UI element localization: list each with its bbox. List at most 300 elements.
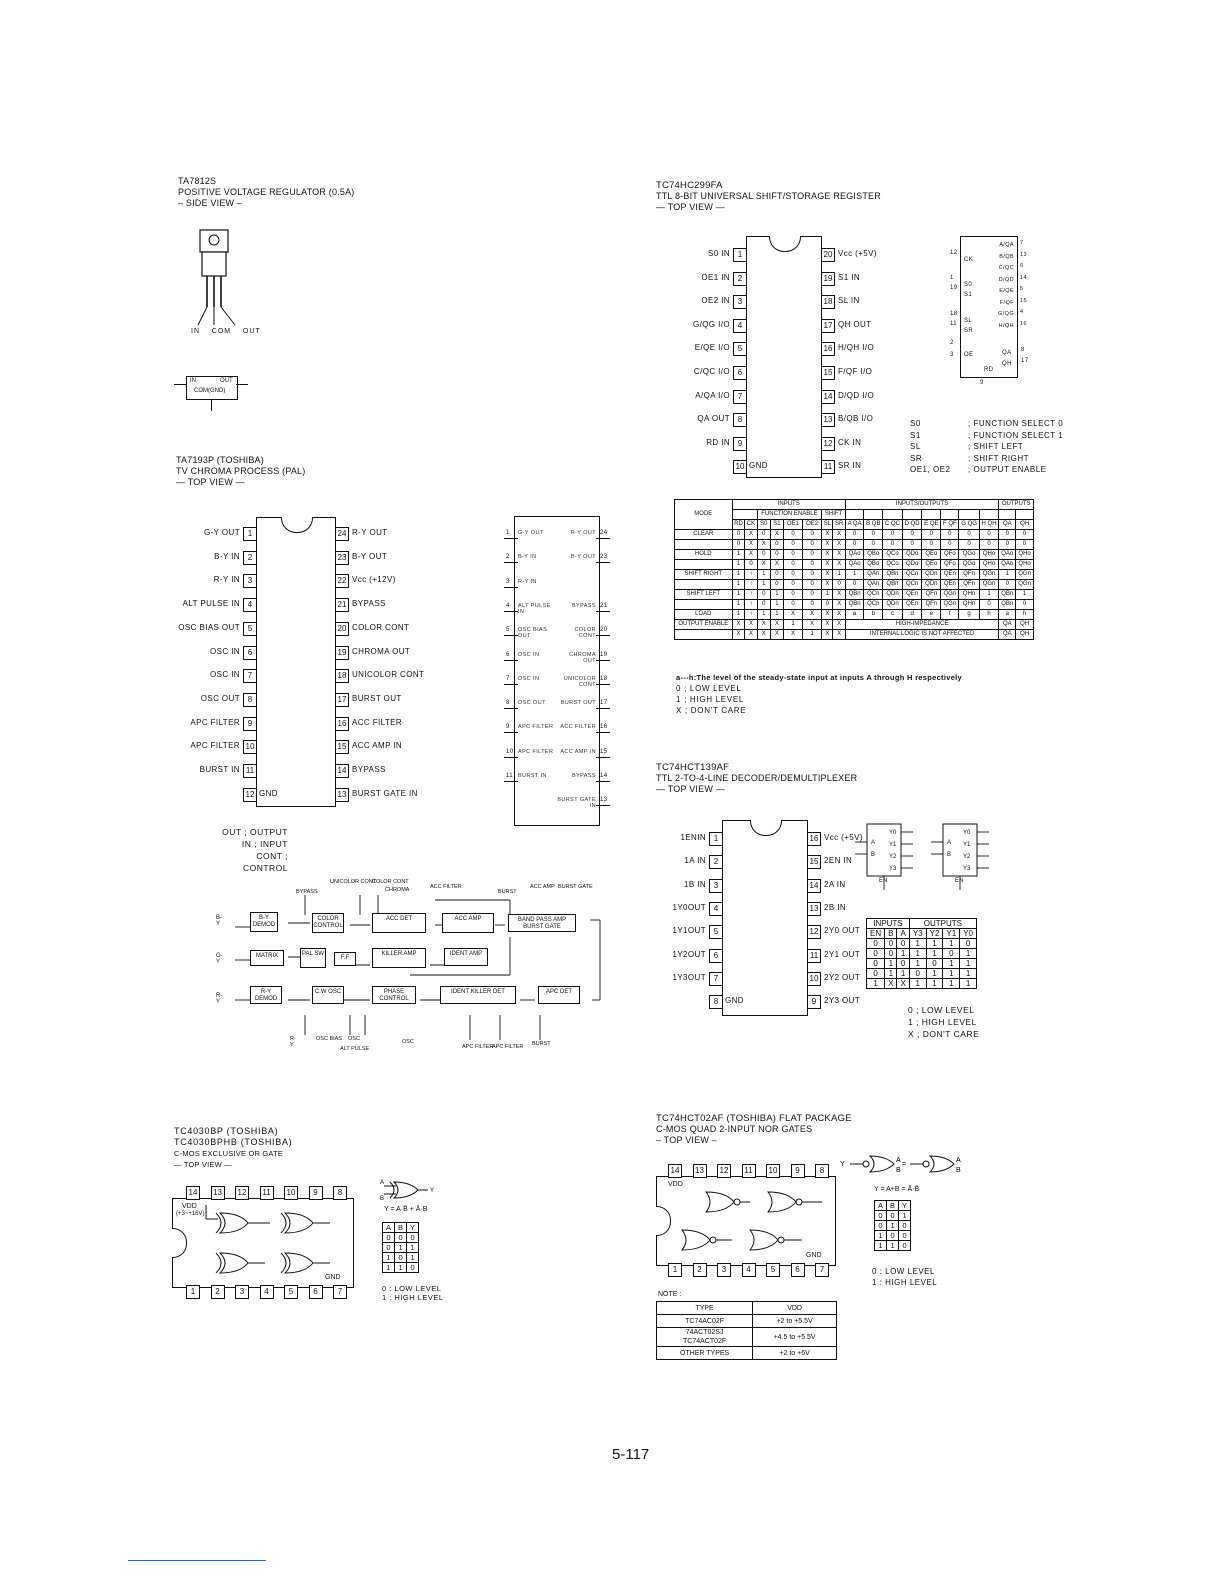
alt-left-line <box>504 732 518 733</box>
hc299-sym-inn-1: 1 <box>950 275 954 281</box>
alt-right-pin-15: 15 <box>600 748 608 755</box>
hc299-header-mode: MODE <box>675 500 733 530</box>
alt-right-line <box>596 562 610 563</box>
tc74hc299fa-pin-label-16: H/QH I/O <box>838 343 875 353</box>
table-cell: X <box>833 540 845 550</box>
hc299-col-5: OE2 <box>803 520 822 530</box>
hc299-level-1: 1 ; HIGH LEVEL <box>676 695 745 704</box>
table-cell: 1 <box>875 1231 887 1241</box>
alt-right-lbl-15: ACC AMP IN <box>560 748 596 755</box>
alt-left-lbl-6: OSC IN <box>518 651 540 658</box>
table-cell: QAn <box>864 580 883 590</box>
table-cell: OUTPUT ENABLE <box>675 620 733 630</box>
table-cell: QAn <box>864 570 883 580</box>
ta7193p-pin-label-1: G-Y OUT <box>204 528 240 537</box>
table-cell: 1 <box>395 1263 407 1273</box>
alt-right-lbl-14: BYPASS <box>571 773 596 779</box>
table-cell: 1 <box>897 949 909 959</box>
table-cell: QHn <box>959 590 979 600</box>
hc299-col-17: QH <box>1016 520 1034 530</box>
alt-right-line <box>596 732 610 733</box>
cd4030-pins-top-10: 10 <box>284 1186 298 1200</box>
alt-right-lbl-17: BURST OUT <box>560 700 596 707</box>
alt-right-pin-23: 23 <box>600 554 608 561</box>
table-cell: 1 <box>383 1263 395 1273</box>
table-cell: ↑ <box>745 590 757 600</box>
hct02-table-col-2: Y <box>899 1201 911 1211</box>
table-cell: QAo <box>999 550 1016 560</box>
hc299-col-8: A QA <box>845 520 864 530</box>
svg-text:=: = <box>902 1161 907 1168</box>
cd4030-pins-bot-1: 1 <box>186 1285 200 1299</box>
alt-left-line <box>504 757 518 758</box>
table-cell: X <box>822 630 833 640</box>
alt-left-lbl-8: OSC OUT <box>518 700 546 707</box>
alt-right-line <box>596 684 610 685</box>
svg-text:A: A <box>380 1180 385 1186</box>
hc299-sym-out-7: H/QH <box>998 322 1014 329</box>
hc299-level-0: 0 ; LOW LEVEL <box>676 684 742 693</box>
table-cell: 0 <box>803 570 822 580</box>
table-cell: 0 <box>1016 530 1034 540</box>
cd4030-table-col-1: B <box>395 1223 407 1233</box>
table-cell: 0 <box>770 540 783 550</box>
table-cell: X <box>745 540 757 550</box>
block-8: KILLER AMP <box>372 948 426 968</box>
table-cell: 1 <box>943 979 960 989</box>
tc4030bp-desc: C-MOS EXCLUSIVE OR GATE <box>174 1149 284 1158</box>
table-cell: 1 <box>926 939 943 949</box>
table-cell: QDo <box>902 550 922 560</box>
ta7193p-pin-22: 22 <box>335 574 349 588</box>
table-cell: 1 <box>897 969 909 979</box>
hct139-table-col-4: Y2 <box>926 929 943 939</box>
tc4030bp-gnd: GND <box>325 1274 341 1281</box>
table-row <box>675 550 1034 560</box>
table-cell: 0 <box>899 1231 911 1241</box>
svg-text:B: B <box>896 1167 901 1174</box>
hct139-legend <box>908 1004 979 1040</box>
table-cell: X <box>732 620 745 630</box>
table-cell: 1 <box>926 949 943 959</box>
hc299-col-1: CK <box>745 520 757 530</box>
tc74hct02af-vdd: VDD <box>668 1181 683 1188</box>
tc74hct139af-pin-label-14: 2A IN <box>824 879 846 889</box>
table-cell: QCn <box>864 600 883 610</box>
svg-text:Y1: Y1 <box>889 842 897 848</box>
table-row <box>383 1243 419 1253</box>
cd4030-pins-top-8: 8 <box>333 1186 347 1200</box>
table-cell: 1 <box>395 1243 407 1253</box>
table-cell: QDn <box>922 570 941 580</box>
table-cell: SHIFT LEFT <box>675 590 733 600</box>
table-cell: X <box>822 530 833 540</box>
svg-text:Y0: Y0 <box>963 830 971 836</box>
alt-left-lbl-4: ALT PULSE IN <box>518 602 551 615</box>
table-cell: 0 <box>803 590 822 600</box>
tc74hc299fa-pin-label-18: SL IN <box>838 296 860 306</box>
table-cell: QBo <box>864 550 883 560</box>
table-cell: h <box>979 610 999 620</box>
hc299-header-blank <box>845 510 864 520</box>
table-cell: 0 <box>897 959 909 969</box>
tc74hct139af-pin-label-2: 1A IN <box>684 856 706 866</box>
hc299-header-blank <box>1016 510 1034 520</box>
hc299-level-x: X ; DON'T CARE <box>676 706 747 715</box>
block-6: C.W OSC <box>312 986 344 1004</box>
ta7193p-pin-label-10: APC FILTER <box>190 741 240 751</box>
tc74hct139af-pin-label-1: 1ENIN <box>680 833 706 842</box>
ta7193p-pin-label-23: B-Y OUT <box>352 551 388 561</box>
table-cell: 1 <box>960 959 977 969</box>
tc4030bp-xor-symbol <box>380 1178 440 1208</box>
tc74hct139af-pin-6: 6 <box>709 949 723 963</box>
alt-right-pin-14: 14 <box>600 773 608 779</box>
tc74hc299fa-pin-label-5: E/QE I/O <box>694 343 730 353</box>
tc4030bp-truth-table <box>382 1222 419 1273</box>
table-cell: QH <box>1016 630 1034 640</box>
blk-lbl-colorcont: COLOR CONT <box>372 879 409 885</box>
table-cell: 1 <box>757 610 770 620</box>
table-cell: QBn <box>845 590 864 600</box>
table-cell: +4.5 to +5.5V <box>753 1328 837 1347</box>
tc74hc299fa-pin-8: 8 <box>733 413 747 427</box>
ta7193p-pin-7: 7 <box>243 669 257 683</box>
tc74hct139af-pin-1: 1 <box>709 832 723 846</box>
hct139-table-col-1: B <box>885 929 897 939</box>
tc74hct139af-pin-11: 11 <box>807 949 821 963</box>
tc74hct139af-pin-label-15: 2EN IN <box>824 856 853 866</box>
alt-right-line <box>596 611 610 612</box>
table-cell: 1 <box>732 550 745 560</box>
tc74hc299fa-header <box>656 180 881 213</box>
table-cell: QDn <box>883 590 903 600</box>
table-cell: QAo <box>845 550 864 560</box>
table-cell: X <box>822 550 833 560</box>
table-cell: 0 <box>803 550 822 560</box>
hct02-pins-bot-2: 2 <box>693 1263 707 1277</box>
ta7193p-pin-20: 20 <box>335 622 349 636</box>
table-row <box>875 1231 911 1241</box>
hc299-legend-val: ; FUNCTION SELECT 0 <box>968 419 1064 428</box>
hc299-sym-inn-6: 3 <box>950 352 954 358</box>
table-row <box>867 969 977 979</box>
ta7812s-pin-com: COM <box>211 328 232 335</box>
ta7193p-pin-label-17: BURST OUT <box>352 693 402 703</box>
table-cell: QAo <box>999 560 1016 570</box>
tc4030bp-formula: Y = A·B̄ + Ā·B <box>384 1206 428 1213</box>
blk-b-apcfilter1: APC FILTER <box>462 1044 494 1050</box>
table-cell: QGn <box>979 570 999 580</box>
table-cell: QGn <box>1016 570 1034 580</box>
alt-right-lbl-19: CHROMA OUT <box>569 651 596 664</box>
hc299-sym-outn-1: 13 <box>1020 251 1027 258</box>
table-cell: e <box>922 610 941 620</box>
hct02-pins-bot-4: 4 <box>742 1263 756 1277</box>
table-cell: h <box>1016 610 1034 620</box>
cd4030-pins-top-13: 13 <box>211 1186 225 1200</box>
table-cell: QFn <box>959 570 979 580</box>
table-cell: QA <box>999 620 1016 630</box>
hc299-sym-outn-0: 7 <box>1020 240 1024 246</box>
hc299-sym-out-6: G/QG <box>998 311 1014 317</box>
table-cell: a <box>999 610 1016 620</box>
table-cell: QEn <box>941 580 959 590</box>
tc74hc299fa-pin-label-20: Vcc (+5V) <box>838 249 877 258</box>
table-cell: 0 <box>803 580 822 590</box>
table-row <box>867 949 977 959</box>
table-cell: 1 <box>732 590 745 600</box>
blk-lbl-by: B-Y <box>216 915 222 927</box>
table-cell: 1 <box>407 1253 419 1263</box>
table-cell: X <box>833 620 845 630</box>
hc299-sym-out-2: C/QC <box>998 265 1014 271</box>
hc299-truth-table <box>674 499 1034 640</box>
hct02-pins-bot-6: 6 <box>791 1263 805 1277</box>
cd4030-pins-top-12: 12 <box>235 1186 249 1200</box>
alt-right-pin-16: 16 <box>600 724 608 731</box>
ta7193p-pin-16: 16 <box>335 717 349 731</box>
hct139-logic-symbols <box>855 822 995 894</box>
hct139-table-group-1: OUTPUTS <box>909 919 976 929</box>
table-cell: QGn <box>941 590 959 600</box>
hc299-sym-qn-0: 8 <box>1021 347 1025 353</box>
table-cell: 1 <box>822 590 833 600</box>
blk-lbl-unicolor: UNICOLOR CONT <box>330 879 377 885</box>
table-cell: QDn <box>883 600 903 610</box>
hc299-header-blank <box>979 510 999 520</box>
tc74hct02af-legend <box>872 1266 937 1288</box>
tc74hc299fa-pin-1: 1 <box>733 248 747 262</box>
hc299-header-blank <box>732 510 757 520</box>
hc299-legend <box>910 418 1063 476</box>
tc74hc299fa-pin-4: 4 <box>733 319 747 333</box>
table-cell: 1 <box>1016 590 1034 600</box>
ta7193p-pin-11: 11 <box>243 764 257 778</box>
table-cell: 1 <box>732 580 745 590</box>
svg-text:B: B <box>871 852 876 858</box>
svg-text:A: A <box>896 1157 901 1164</box>
ta7193p-pin-1: 1 <box>243 527 257 541</box>
table-cell: 1 <box>803 630 822 640</box>
hct02-pins-bot-3: 3 <box>717 1263 731 1277</box>
svg-text:Y2: Y2 <box>963 854 971 860</box>
hc299-sym-outn-5: 15 <box>1020 297 1027 304</box>
hc299-header-blank <box>883 510 903 520</box>
alt-right-line <box>596 708 610 709</box>
ta7193p-pin-12: 12 <box>243 788 257 802</box>
table-cell: X <box>822 620 833 630</box>
table-cell: +2 to +6V <box>753 1347 837 1360</box>
table-cell: QHo <box>979 560 999 570</box>
tc4030bp-level-0: 0 : LOW LEVEL <box>382 1284 442 1293</box>
alt-left-line <box>504 587 518 588</box>
tc74hc299fa-pin-13: 13 <box>821 413 835 427</box>
table-row <box>867 979 977 989</box>
tc74hct139af-pin-label-7: 1Y3OUT <box>672 972 706 982</box>
hc299-col-11: D QD <box>902 520 922 530</box>
table-cell: 1 <box>943 969 960 979</box>
table-cell: X <box>897 979 909 989</box>
table-cell: 0 <box>887 1211 899 1221</box>
table-cell: QDo <box>902 560 922 570</box>
table-cell: QAo <box>845 560 864 570</box>
alt-left-lbl-2: B-Y IN <box>518 554 537 561</box>
block-0: B-Y DEMOD <box>250 912 278 932</box>
cd4030-pins-bot-5: 5 <box>284 1285 298 1299</box>
hct02-pins-bot-1: 1 <box>668 1263 682 1277</box>
ta7812s-sym-in: IN <box>190 378 196 384</box>
tc74hc299fa-pin-6: 6 <box>733 366 747 380</box>
table-cell: QHo <box>1016 550 1034 560</box>
hc299-col-7: SR <box>833 520 845 530</box>
tc74hct02af-note-table <box>656 1301 837 1360</box>
table-cell: 0 <box>783 550 802 560</box>
tc74hc299fa-pin-label-6: C/QC I/O <box>693 367 730 376</box>
cd4030-pins-bot-4: 4 <box>260 1285 274 1299</box>
table-cell: X <box>757 540 770 550</box>
tc4030bp-title1: TC4030BP (TOSHIBA) <box>174 1126 279 1136</box>
tc74hct139af-ic-body <box>722 820 808 1016</box>
table-cell: c <box>883 610 903 620</box>
table-cell: X <box>833 590 845 600</box>
table-cell: QFn <box>922 590 941 600</box>
tc74hc299fa-pin-5: 5 <box>733 342 747 356</box>
tc4030bp-header <box>174 1126 292 1170</box>
table-cell: 1 <box>833 570 845 580</box>
tc74hct02af-title: TC74HCT02AF (TOSHIBA) FLAT PACKAGE <box>656 1113 852 1124</box>
alt-right-line <box>596 635 610 636</box>
ta7812s-package-drawing <box>180 225 260 345</box>
table-cell: 0 <box>757 530 770 540</box>
ta7812s-view: – SIDE VIEW – <box>178 198 243 208</box>
tc74hc299fa-pin-label-10: GND <box>749 461 768 471</box>
ta7193p-desc: TV CHROMA PROCESS (PAL) <box>176 466 306 476</box>
legend-in: IN ; INPUT <box>241 839 288 849</box>
table-cell: X <box>745 620 757 630</box>
table-cell: 0 <box>783 530 802 540</box>
alt-right-line <box>596 538 610 539</box>
table-cell: 0 <box>757 590 770 600</box>
tc74hc299fa-pin-label-7: A/QA I/O <box>695 390 730 400</box>
alt-right-lbl-20: COLOR CONT <box>574 627 596 640</box>
table-cell: HOLD <box>675 550 733 560</box>
table-cell: QBo <box>864 560 883 570</box>
alt-right-lbl-18: UNICOLOR CONT <box>563 675 596 688</box>
blk-b-altpulse: ALT PULSE <box>340 1046 370 1052</box>
alt-left-lbl-3: R-Y IN <box>518 578 537 585</box>
svg-text:B: B <box>947 852 952 858</box>
hct139-table-col-0: EN <box>867 929 885 939</box>
hc299-legend-key: S1 <box>910 430 921 440</box>
ta7193p-pin-19: 19 <box>335 646 349 660</box>
alt-left-pin-1: 1 <box>506 530 510 536</box>
page-number: 5-117 <box>612 1446 650 1463</box>
tc74hct139af-pin-15: 15 <box>807 855 821 869</box>
ta7193p-pin-18: 18 <box>335 669 349 683</box>
block-9: PHASE CONTROL <box>372 986 416 1004</box>
svg-text:Y: Y <box>840 1161 845 1168</box>
alt-left-pin-6: 6 <box>506 651 510 658</box>
tc74hc299fa-title: TC74HC299FA <box>656 180 723 191</box>
table-cell: 0 <box>875 1221 887 1231</box>
ta7193p-legend <box>214 826 288 874</box>
cd4030-pins-top-11: 11 <box>260 1186 274 1200</box>
table-cell: 0 <box>922 540 941 550</box>
tc74hct139af-pin-16: 16 <box>807 832 821 846</box>
table-cell: 0 <box>867 959 885 969</box>
ta7193p-pin-label-4: ALT PULSE IN <box>182 599 240 609</box>
ta7193p-header <box>176 455 305 488</box>
svg-text:Y0: Y0 <box>889 830 897 836</box>
hc299-col-3: S1 <box>770 520 783 530</box>
table-cell: 1 <box>909 939 926 949</box>
table-cell <box>675 540 733 550</box>
table-cell: 0 <box>979 600 999 610</box>
tc74hct139af-pin-13: 13 <box>807 902 821 916</box>
table-cell: X <box>757 560 770 570</box>
table-cell: 1 <box>783 620 802 630</box>
table-cell: 0 <box>770 580 783 590</box>
table-cell: 0 <box>926 959 943 969</box>
table-row <box>675 560 1034 570</box>
ta7193p-pin-21: 21 <box>335 598 349 612</box>
table-cell: X <box>833 630 845 640</box>
ta7193p-pin-2: 2 <box>243 551 257 565</box>
table-cell: 0 <box>897 939 909 949</box>
tc74hct139af-pin-12: 12 <box>807 925 821 939</box>
table-cell: QFo <box>941 550 959 560</box>
ta7193p-pin-9: 9 <box>243 717 257 731</box>
table-cell: HIGH-IMPEDANCE <box>845 620 999 630</box>
alt-left-pin-2: 2 <box>506 554 510 561</box>
hc299-col-0: RD <box>732 520 745 530</box>
hct139-level-0: 0 ; LOW LEVEL <box>908 1005 975 1015</box>
hct02-pins-top-11: 11 <box>742 1164 756 1178</box>
table-cell: 0 <box>999 580 1016 590</box>
tc74hc299fa-pin-label-1: S0 IN <box>707 249 730 258</box>
blk-lbl-burstgate: BURST GATE <box>558 884 593 890</box>
blk-b-apcfilter2: APC FILTER <box>492 1044 524 1050</box>
alt-right-pin-13: 13 <box>600 797 608 804</box>
hc299-sym-in-2: S1 <box>964 292 973 298</box>
alt-right-line <box>596 781 610 782</box>
table-cell: 0 <box>909 969 926 979</box>
table-cell: g <box>959 610 979 620</box>
table-cell: 0 <box>899 1241 911 1251</box>
table-cell: 0 <box>999 540 1016 550</box>
alt-right-pin-18: 18 <box>600 675 608 682</box>
table-cell: 0 <box>783 540 802 550</box>
table-cell: 0 <box>959 530 979 540</box>
ta7812s-header <box>178 176 354 209</box>
hct139-table-col-3: Y3 <box>909 929 926 939</box>
blk-b-ry: R-Y <box>290 1036 296 1048</box>
ta7812s-pin-labels <box>191 328 261 335</box>
table-cell: 0 <box>803 560 822 570</box>
ta7193p-pin-13: 13 <box>335 788 349 802</box>
table-cell: SHIFT RIGHT <box>675 570 733 580</box>
alt-left-pin-4: 4 <box>506 602 510 609</box>
hc299-sym-inn-0: 12 <box>950 250 958 256</box>
table-cell: 0 <box>770 550 783 560</box>
table-row <box>867 959 977 969</box>
hc299-notes <box>676 672 962 716</box>
hc299-sym-q-1: QH <box>1002 361 1012 367</box>
block-10: ACC AMP <box>442 913 494 933</box>
table-cell: 0 <box>845 580 864 590</box>
table-cell: 1 <box>926 979 943 989</box>
